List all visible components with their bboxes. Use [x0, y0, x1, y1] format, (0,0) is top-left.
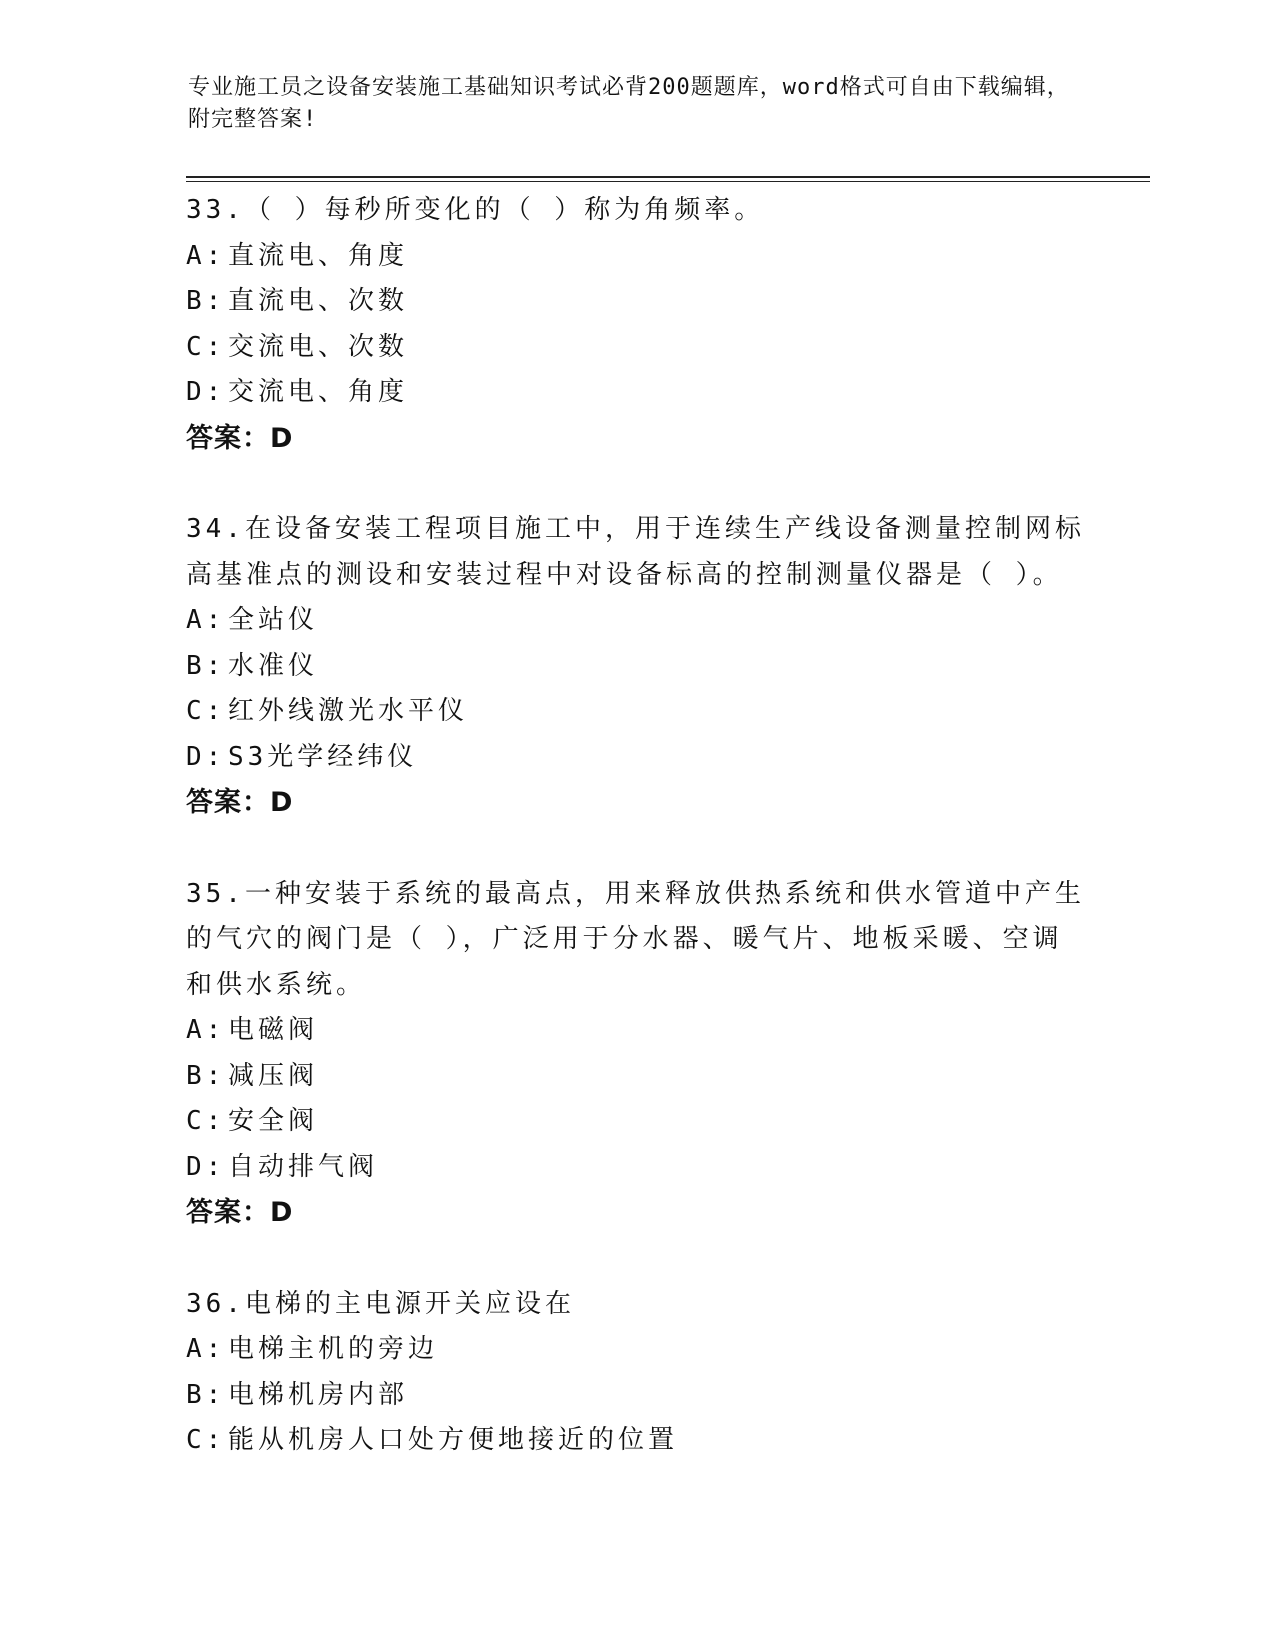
- option-key: D:: [186, 741, 226, 772]
- option-text: 交流电、次数: [228, 331, 409, 362]
- question-stem: 35.一种安装于系统的最高点，用来释放供热系统和供水管道中产生的气穴的阀门是（ ），广泛用于分水器、暖气片、地板采暖、空调和供水系统。: [186, 878, 1085, 1000]
- question-stem: 33.（ ）每秒所变化的（ ）称为角频率。: [186, 195, 765, 225]
- option-b: [186, 1373, 1086, 1419]
- header-rule-thick: [186, 176, 1150, 178]
- option-b: [186, 279, 1086, 325]
- option-c: [186, 1099, 1086, 1145]
- header-rule-thin: [186, 181, 1150, 182]
- option-b: [186, 644, 1086, 690]
- option-text: 电磁阀: [228, 1015, 319, 1045]
- option-b: [186, 1054, 1086, 1100]
- option-text: S3光学经纬仪: [228, 741, 418, 772]
- option-key: C:: [186, 696, 226, 726]
- answer-line: 答案：D: [186, 1197, 294, 1228]
- option-text: 直流电、次数: [228, 286, 409, 316]
- option-key: B:: [186, 1060, 226, 1091]
- option-key: A:: [186, 605, 226, 635]
- option-key: D:: [186, 1151, 226, 1182]
- option-text: 能从机房人口处方便地接近的位置: [228, 1425, 679, 1455]
- option-text: 红外线激光水平仪: [228, 696, 469, 726]
- option-a: [186, 598, 1086, 644]
- option-key: C:: [186, 1425, 226, 1455]
- option-text: 安全阀: [228, 1106, 319, 1136]
- option-key: B:: [186, 650, 226, 681]
- question-34: [186, 507, 1086, 826]
- option-a: [186, 1008, 1086, 1054]
- option-text: 水准仪: [228, 650, 319, 681]
- option-text: 直流电、角度: [228, 240, 409, 271]
- option-a: [186, 1327, 1086, 1373]
- option-key: C:: [186, 331, 226, 362]
- answer-line: 答案：D: [186, 787, 294, 818]
- option-key: D:: [186, 377, 226, 407]
- document-header: 专业施工员之设备安装施工基础知识考试必背200题题库，word格式可自由下载编辑，附完整答案!: [188, 75, 1070, 132]
- option-text: 自动排气阀: [228, 1151, 379, 1182]
- option-key: A:: [186, 240, 226, 271]
- option-c: [186, 325, 1086, 371]
- option-a: [186, 234, 1086, 280]
- question-stem: 36.电梯的主电源开关应设在: [186, 1288, 575, 1319]
- option-d: [186, 370, 1086, 416]
- question-35: [186, 872, 1086, 1236]
- option-text: 减压阀: [228, 1060, 319, 1091]
- option-key: A:: [186, 1334, 226, 1364]
- option-c: [186, 689, 1086, 735]
- answer-line: 答案：D: [186, 422, 294, 454]
- option-text: 交流电、角度: [228, 377, 409, 407]
- option-d: [186, 1145, 1086, 1191]
- question-33: [186, 188, 1086, 461]
- option-key: B:: [186, 1379, 226, 1410]
- question-36: [186, 1282, 1086, 1464]
- option-key: A:: [186, 1015, 226, 1045]
- option-text: 电梯主机的旁边: [228, 1334, 439, 1364]
- question-stem: 34.在设备安装工程项目施工中，用于连续生产线设备测量控制网标高基准点的测设和安装过程中对设备标高的控制测量仪器是（ ）。: [186, 514, 1085, 590]
- option-d: [186, 735, 1086, 781]
- option-key: B:: [186, 286, 226, 316]
- option-key: C:: [186, 1106, 226, 1136]
- option-c: [186, 1418, 1086, 1464]
- option-text: 电梯机房内部: [228, 1379, 409, 1410]
- question-list: [186, 188, 1086, 1510]
- option-text: 全站仪: [228, 605, 319, 635]
